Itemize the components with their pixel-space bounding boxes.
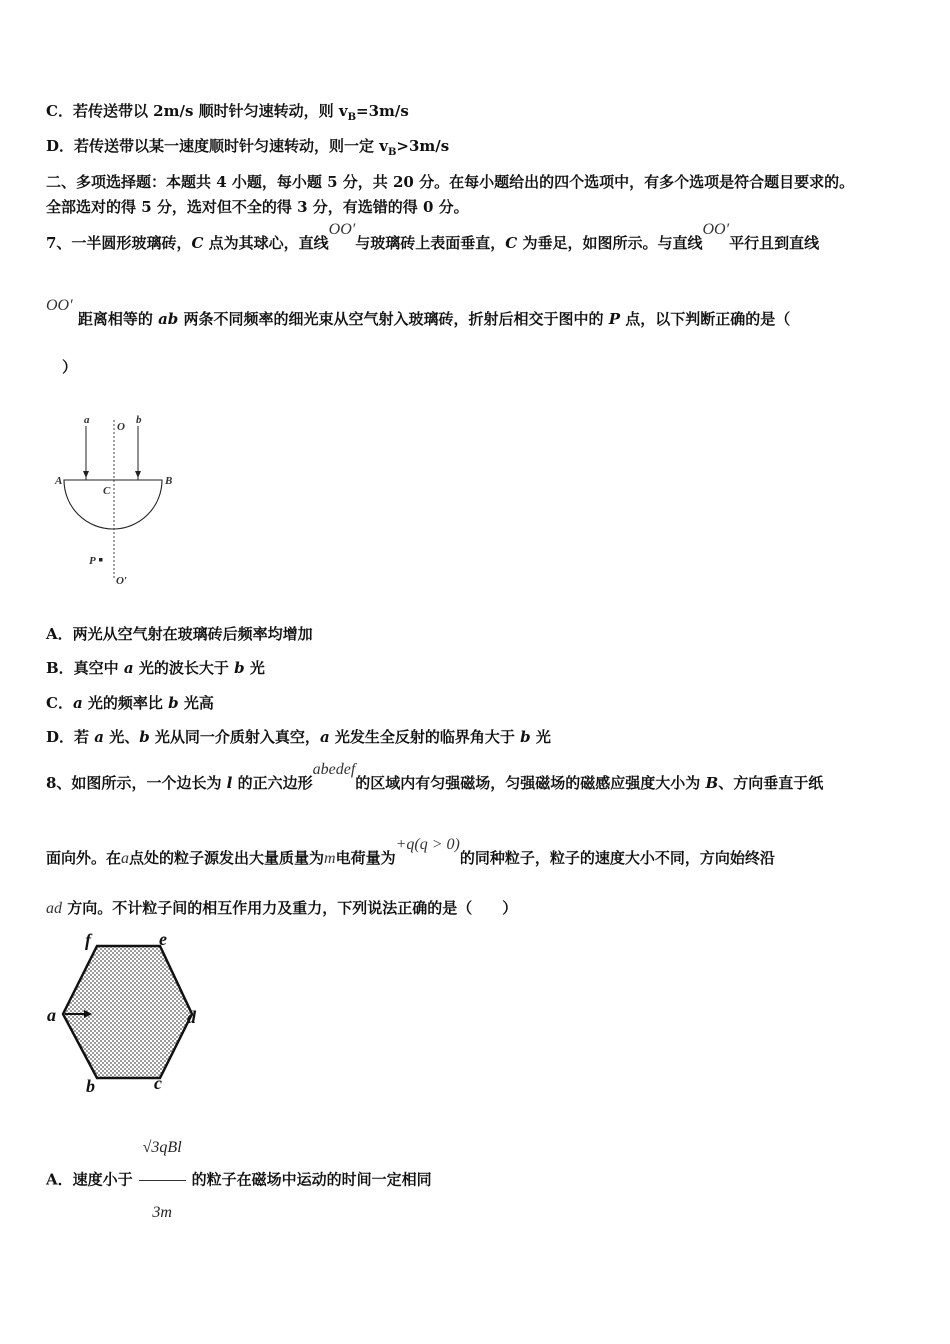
q8-stem-line2: 面向外。在a点处的粒子源发出大量质量为m电荷量为+q(q > 0)的同种粒子，粒子的速度大小不同，方向始终沿 <box>46 836 775 867</box>
q7-stem-close-paren: ） <box>62 358 78 376</box>
fig7-ray-a-arrow <box>83 471 89 478</box>
fig7-semicircle <box>64 480 162 529</box>
fig8-label-b: b <box>86 1076 95 1096</box>
q7-option-b: B．真空中 a 光的波长大于 b 光 <box>46 659 265 677</box>
q7-stem-line2: OO′ 距离相等的 ab 两条不同频率的细光束从空气射入玻璃砖，折射后相交于图中的 P 点，以下判断正确的是（ <box>46 297 791 328</box>
fig7-label-C: C <box>103 485 111 497</box>
fig8-label-e: e <box>159 929 167 949</box>
section2-heading-line2: 全部选对的得 5 分，选对但不全的得 3 分，有选错的得 0 分。 <box>46 198 469 216</box>
q8-stem-line3: ad 方向。不计粒子间的相互作用力及重力，下列说法正确的是（ ） <box>46 899 518 917</box>
fig7-label-a: a <box>84 414 90 426</box>
fig7-label-b: b <box>136 414 142 426</box>
q6-option-d: D．若传送带以某一速度顺时针匀速转动，则一定 $v_B>3m/s$ <box>46 137 450 158</box>
q7-glass-brick-figure <box>45 408 195 588</box>
fig8-label-a: a <box>47 1005 56 1025</box>
q7-stem-line1: 7、一半圆形玻璃砖，C 点为其球心，直线OO′与玻璃砖上表面垂直，C 为垂足，如图所示。与直线OO′平行且到直线 <box>46 221 820 252</box>
fig7-point-p <box>99 558 103 562</box>
q6-option-c: C．若传送带以 2m/s 顺时针匀速转动，则 $v_B=3m/s$ <box>46 102 409 123</box>
fig7-ray-b-arrow <box>135 471 141 478</box>
q8-stem-line1: 8、如图所示，一个边长为 l 的正六边形abedef的区域内有匀强磁场，匀强磁场的磁感应强度大小为 B、方向垂直于纸 <box>46 761 824 792</box>
fig7-label-P: P <box>89 555 96 567</box>
fig8-label-c: c <box>154 1073 162 1093</box>
fig7-label-A: A <box>55 475 63 487</box>
fig7-label-o-prime: O′ <box>116 575 128 587</box>
q8-hexagon-figure <box>42 926 212 1096</box>
q8-option-a: A．速度小于 $\frac{\text{√3qBl}}{3m}$ 的粒子在磁场中运动的时间一定相同 <box>46 1118 432 1243</box>
fig8-hexagon <box>63 946 192 1078</box>
q7-option-d: D．若 a 光、b 光从同一介质射入真空，a 光发生全反射的临界角大于 b 光 <box>46 728 551 746</box>
fig8-label-d: d <box>187 1007 196 1027</box>
q7-option-c: C．a 光的频率比 b 光高 <box>46 694 214 712</box>
section2-heading-line1: 二、多项选择题：本题共 4 小题，每小题 5 分，共 20 分。在每小题给出的四个选项中，有多个选项是符合题目要求的。 <box>46 173 855 191</box>
fig7-label-o: O <box>117 421 125 433</box>
fig8-label-f: f <box>85 930 91 950</box>
fig7-label-B: B <box>165 475 173 487</box>
q7-option-a: A．两光从空气射在玻璃砖后频率均增加 <box>46 625 313 643</box>
q8-option-a-fraction: $\frac{\text{√3qBl}}{3m}$ <box>139 1118 186 1243</box>
